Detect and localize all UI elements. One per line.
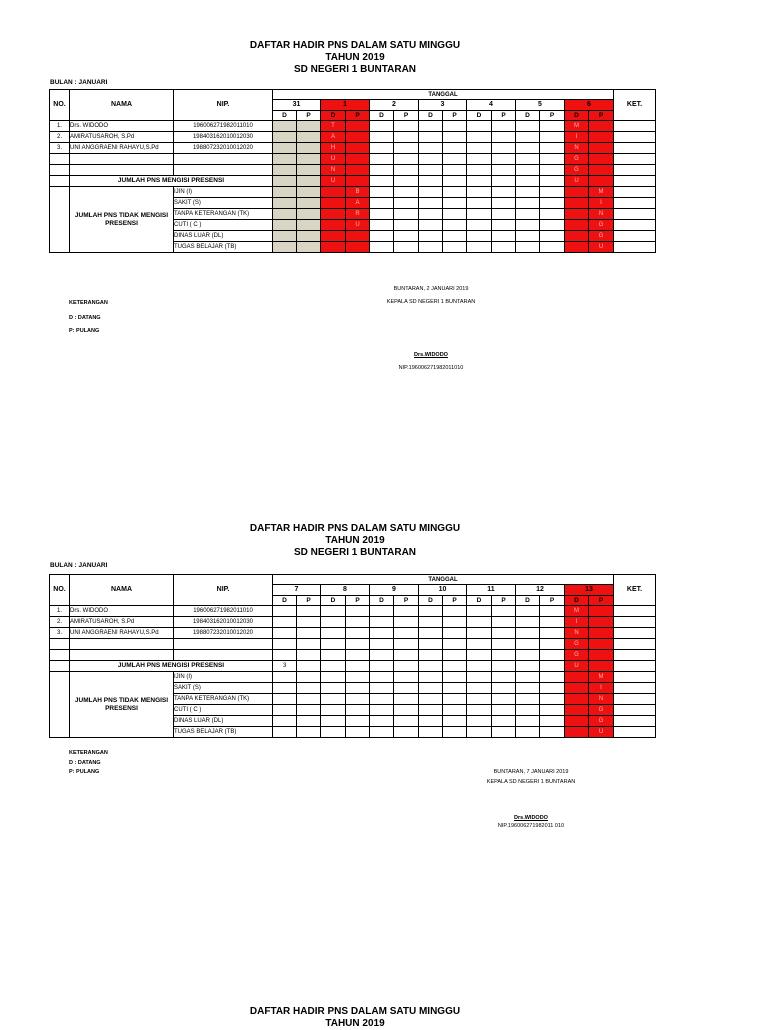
reason-label: DINAS LUAR (DL) <box>174 716 273 727</box>
summary-row <box>50 661 656 672</box>
row-nip: 196006271982011010 <box>174 121 273 132</box>
signature-role: KEPALA SD NEGERI 1 BUNTARAN <box>486 779 576 785</box>
table-row <box>50 132 656 143</box>
p-header: P <box>394 111 419 121</box>
col-nama: NAMA <box>70 575 174 606</box>
holiday-letter: G <box>589 231 614 242</box>
row-nip: 198807232010012020 <box>174 628 273 639</box>
row-nama: UNI ANGGRAENI RAHAYU,S.Pd <box>70 143 174 154</box>
signature-name: Drs.WIDODO <box>514 815 548 821</box>
holiday-letter: N <box>565 143 589 154</box>
row-nama: Drs. WIDODO <box>70 606 174 617</box>
col-ket: KET. <box>614 90 656 121</box>
date-header: 2 <box>370 100 419 111</box>
signature-name: Drs.WIDODO <box>414 352 448 358</box>
signature-date: BUNTARAN, 7 JANUARI 2019 <box>493 769 569 775</box>
table-row <box>50 165 656 176</box>
col-nama: NAMA <box>70 90 174 121</box>
reason-label: TUGAS BELAJAR (TB) <box>174 727 273 738</box>
reason-label: TANPA KETERANGAN (TK) <box>174 694 273 705</box>
reason-label: DINAS LUAR (DL) <box>174 231 273 242</box>
notes-p: P: PULANG <box>69 328 100 334</box>
holiday-letter: M <box>589 672 614 683</box>
title-line-3: SD NEGERI 1 BUNTARAN <box>293 547 417 558</box>
holiday-letter: N <box>589 694 614 705</box>
holiday-letter: N <box>565 628 589 639</box>
title-line-1: DAFTAR HADIR PNS DALAM SATU MINGGU <box>249 40 461 51</box>
notes-d: D : DATANG <box>69 760 101 766</box>
p-header: P <box>589 596 614 606</box>
holiday-letter: N <box>321 165 346 176</box>
table-row <box>50 650 656 661</box>
notes-title: KETERANGAN <box>69 300 108 306</box>
table-row <box>50 154 656 165</box>
d-header: D <box>565 111 589 121</box>
holiday-letter: U <box>346 220 370 231</box>
holiday-letter: G <box>565 154 589 165</box>
title-line-2: TAHUN 2019 <box>325 1018 385 1029</box>
col-no: NO. <box>50 575 70 606</box>
d-header: D <box>467 111 492 121</box>
row-no: 3. <box>50 143 70 154</box>
signature-date: BUNTARAN, 2 JANUARI 2019 <box>393 286 469 292</box>
summary-tidak-label: JUMLAH PNS TIDAK MENGISI PRESENSI <box>70 672 174 738</box>
sheet-title <box>0 40 710 76</box>
reason-label: TUGAS BELAJAR (TB) <box>174 242 273 253</box>
date-header: 8 <box>321 585 370 596</box>
notes-p: P: PULANG <box>69 769 100 775</box>
row-no: 2. <box>50 617 70 628</box>
attendance-table <box>49 89 656 253</box>
d-header: D <box>565 596 589 606</box>
row-no: 1. <box>50 121 70 132</box>
d-header: D <box>467 596 492 606</box>
p-header: P <box>297 111 321 121</box>
row-nip: 198807232010012020 <box>174 143 273 154</box>
date-header: 7 <box>273 585 321 596</box>
holiday-letter: I <box>589 683 614 694</box>
holiday-letter: A <box>321 132 346 143</box>
summary-row <box>50 176 656 187</box>
d-header: D <box>273 596 297 606</box>
attendance-table <box>49 574 656 738</box>
d-header: D <box>370 111 394 121</box>
row-nip: 198403162010012030 <box>174 617 273 628</box>
holiday-letter: G <box>589 705 614 716</box>
holiday-letter: R <box>346 209 370 220</box>
holiday-letter: U <box>589 242 614 253</box>
row-no: 2. <box>50 132 70 143</box>
p-header: P <box>589 111 614 121</box>
notes-d: D : DATANG <box>69 315 101 321</box>
row-no: 1. <box>50 606 70 617</box>
holiday-letter: G <box>565 639 589 650</box>
holiday-letter: U <box>589 727 614 738</box>
date-header: 5 <box>516 100 565 111</box>
d-header: D <box>321 111 346 121</box>
col-no: NO. <box>50 90 70 121</box>
d-header: D <box>419 596 443 606</box>
date-header: 1 <box>321 100 370 111</box>
date-header: 4 <box>467 100 516 111</box>
reason-label: IJIN (I) <box>174 187 273 198</box>
signature-nip: NIP.196006271982011010 <box>398 365 464 371</box>
date-header: 9 <box>370 585 419 596</box>
row-nip: 198403162010012030 <box>174 132 273 143</box>
holiday-letter: G <box>565 165 589 176</box>
bulan-label: BULAN : JANUARI <box>50 562 108 569</box>
table-row <box>50 143 656 154</box>
col-ket: KET. <box>614 575 656 606</box>
bulan-label: BULAN : JANUARI <box>50 79 108 86</box>
row-nama: Drs. WIDODO <box>70 121 174 132</box>
holiday-letter: M <box>589 187 614 198</box>
holiday-letter: U <box>321 176 346 187</box>
date-header: 12 <box>516 585 565 596</box>
holiday-letter: G <box>589 716 614 727</box>
table-row <box>50 628 656 639</box>
title-line-1: DAFTAR HADIR PNS DALAM SATU MINGGU <box>249 1006 461 1017</box>
p-header: P <box>443 111 467 121</box>
date-header: 10 <box>419 585 467 596</box>
signature-block <box>361 286 501 371</box>
table-row <box>50 187 656 198</box>
date-header: 3 <box>419 100 467 111</box>
reason-label: TANPA KETERANGAN (TK) <box>174 209 273 220</box>
holiday-letter: H <box>321 143 346 154</box>
title-line-2: TAHUN 2019 <box>325 52 385 63</box>
reason-label: SAKIT (S) <box>174 683 273 694</box>
table-row <box>50 672 656 683</box>
holiday-letter: U <box>321 154 346 165</box>
holiday-letter: I <box>589 198 614 209</box>
col-nip: NIP. <box>174 90 273 121</box>
p-header: P <box>346 596 370 606</box>
table-row <box>50 606 656 617</box>
reason-label: IJIN (I) <box>174 672 273 683</box>
row-nama: AMIRATUSAROH, S.Pd <box>70 132 174 143</box>
presensi-count: 3 <box>273 661 297 672</box>
holiday-letter: G <box>565 650 589 661</box>
date-header: 6 <box>565 100 614 111</box>
date-header: 11 <box>467 585 516 596</box>
notes-title: KETERANGAN <box>69 750 108 756</box>
row-nama: UNI ANGGRAENI RAHAYU,S.Pd <box>70 628 174 639</box>
holiday-letter: M <box>565 121 589 132</box>
holiday-letter: M <box>565 606 589 617</box>
summary-tidak-label: JUMLAH PNS TIDAK MENGISI PRESENSI <box>70 187 174 253</box>
holiday-letter: U <box>565 176 589 187</box>
col-tanggal: TANGGAL <box>273 575 614 585</box>
holiday-letter: U <box>565 661 589 672</box>
holiday-letter: A <box>346 198 370 209</box>
notes <box>69 300 108 334</box>
signature-block <box>461 769 601 829</box>
table-row <box>50 121 656 132</box>
sheet-title <box>0 1006 710 1030</box>
title-line-3: SD NEGERI 1 BUNTARAN <box>293 64 417 75</box>
signature-role: KEPALA SD NEGERI 1 BUNTARAN <box>386 299 476 305</box>
p-header: P <box>492 111 516 121</box>
holiday-letter: G <box>589 220 614 231</box>
date-header: 31 <box>273 100 321 111</box>
row-nama: AMIRATUSAROH, S.Pd <box>70 617 174 628</box>
p-header: P <box>297 596 321 606</box>
reason-label: SAKIT (S) <box>174 198 273 209</box>
d-header: D <box>516 596 540 606</box>
presensi-count <box>273 176 297 187</box>
row-no: 3. <box>50 628 70 639</box>
p-header: P <box>540 596 565 606</box>
p-header: P <box>492 596 516 606</box>
reason-label: CUTI ( C ) <box>174 220 273 231</box>
p-header: P <box>443 596 467 606</box>
col-nip: NIP. <box>174 575 273 606</box>
d-header: D <box>419 111 443 121</box>
summary-presensi-label: JUMLAH PNS MENGISI PRESENSI <box>70 176 273 187</box>
d-header: D <box>370 596 394 606</box>
holiday-letter: T <box>321 121 346 132</box>
p-header: P <box>346 111 370 121</box>
holiday-letter: I <box>565 132 589 143</box>
reason-label: CUTI ( C ) <box>174 705 273 716</box>
p-header: P <box>540 111 565 121</box>
col-tanggal: TANGGAL <box>273 90 614 100</box>
d-header: D <box>516 111 540 121</box>
table-row <box>50 617 656 628</box>
p-header: P <box>394 596 419 606</box>
d-header: D <box>273 111 297 121</box>
holiday-letter: N <box>589 209 614 220</box>
holiday-letter: B <box>346 187 370 198</box>
row-nip: 196006271982011010 <box>174 606 273 617</box>
holiday-letter: I <box>565 617 589 628</box>
notes <box>69 750 108 775</box>
title-line-1: DAFTAR HADIR PNS DALAM SATU MINGGU <box>249 523 461 534</box>
summary-presensi-label: JUMLAH PNS MENGISI PRESENSI <box>70 661 273 672</box>
table-row <box>50 639 656 650</box>
sheet-title <box>0 523 710 559</box>
title-line-2: TAHUN 2019 <box>325 535 385 546</box>
date-header: 13 <box>565 585 614 596</box>
d-header: D <box>321 596 346 606</box>
signature-nip: NIP.196006271982011 010 <box>497 823 565 829</box>
